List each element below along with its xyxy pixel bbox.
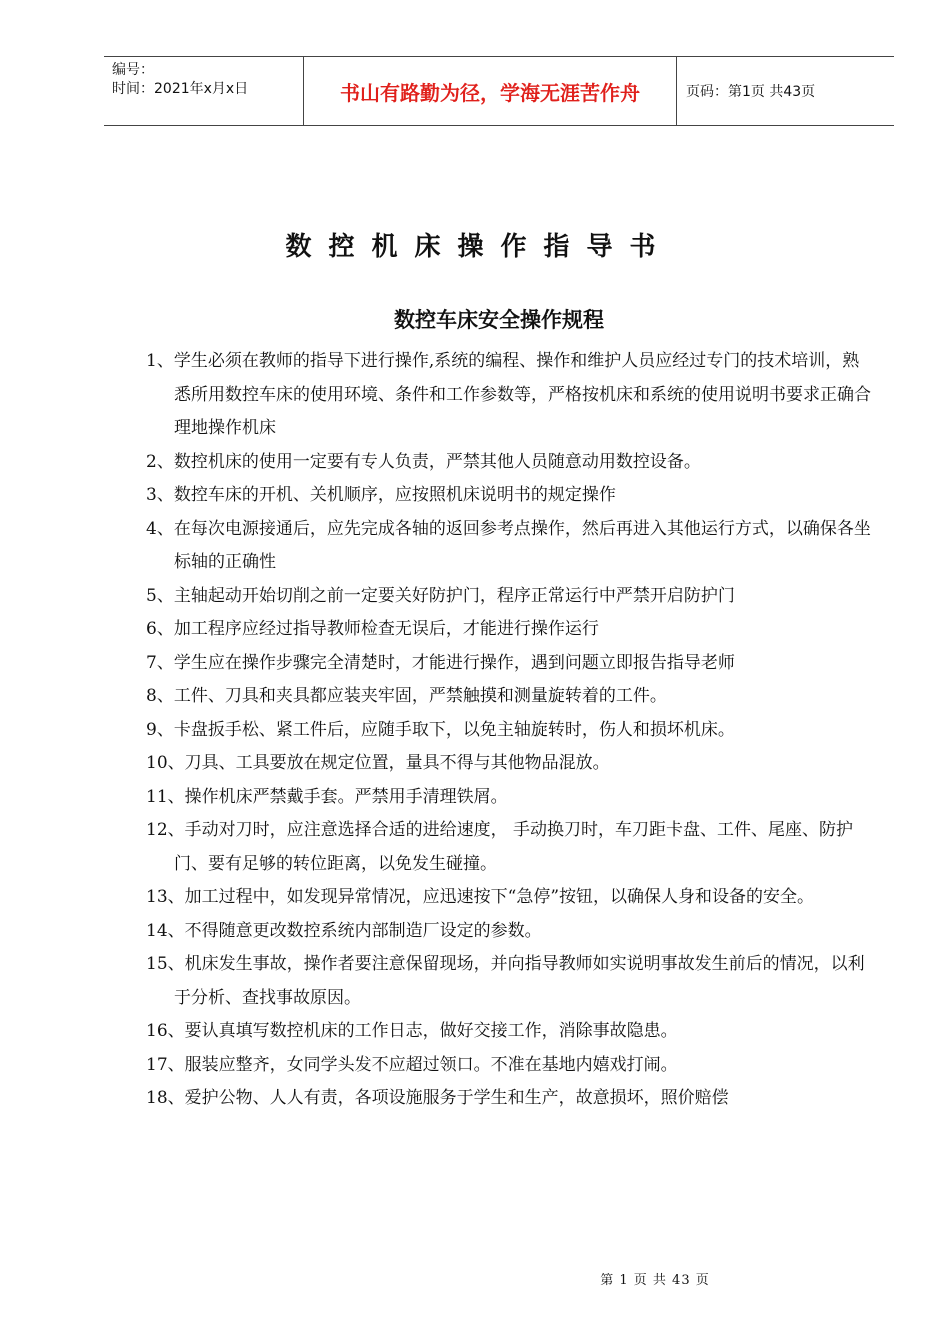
rule-item: 10、刀具、工具要放在规定位置，量具不得与其他物品混放。: [146, 753, 610, 773]
section-title: 数控车床安全操作规程: [394, 308, 604, 332]
rule-item: 18、爱护公物、人人有责，各项设施服务于学生和生产，故意损坏，照价赔偿: [146, 1088, 729, 1108]
rule-item: 14、不得随意更改数控系统内部制造厂设定的参数。: [146, 920, 542, 941]
rule-item: 8、工件、刀具和夹具都应装夹牢固，严禁触摸和测量旋转着的工件。: [146, 686, 667, 706]
rule-item: 5、主轴起动开始切削之前一定要关好防护门，程序正常运行中严禁开启防护门: [146, 585, 735, 606]
header-motto: 书山有路勤为径，学海无涯苦作舟: [304, 57, 677, 125]
rule-item: 13、加工过程中，如发现异常情况，应迅速按下“急停”按钮，以确保人身和设备的安全。: [146, 887, 815, 907]
header-meta: [104, 57, 304, 125]
header-page-info: 页码：第1页 共43页: [686, 84, 816, 100]
rule-item: 12、手动对刀时，应注意选择合适的进给速度， 手动换刀时，车刀距卡盘、工件、尾座、防护门、要有足够的转位距离，以免发生碰撞。: [146, 820, 854, 874]
rule-item: 3、数控车床的开机、关机顺序，应按照机床说明书的规定操作: [146, 485, 616, 505]
rule-item: 9、卡盘扳手松、紧工件后，应随手取下，以免主轴旋转时，伤人和损坏机床。: [146, 719, 735, 740]
rule-item: 2、数控机床的使用一定要有专人负责，严禁其他人员随意动用数控设备。: [146, 451, 701, 472]
rule-item: 11、操作机床严禁戴手套。严禁用手清理铁屑。: [146, 786, 508, 807]
page-footer: 第 1 页 共 43 页: [600, 1273, 710, 1288]
page-header: [104, 56, 894, 126]
document-time: 时间：2021年x月x日: [112, 81, 249, 97]
rule-item: 16、要认真填写数控机床的工作日志，做好交接工作，消除事故隐患。: [146, 1021, 678, 1041]
document-number-label: 编号：: [112, 62, 154, 78]
rule-item: 15、机床发生事故，操作者要注意保留现场，并向指导教师如实说明事故发生前后的情况，以利于分析、查找事故原因。: [146, 954, 865, 1008]
rule-item: 7、学生应在操作步骤完全清楚时，才能进行操作，遇到问题立即报告指导老师: [146, 652, 735, 673]
document-title: 数控机床操作指导书: [285, 232, 673, 262]
rule-item: 6、加工程序应经过指导教师检查无误后，才能进行操作运行: [146, 619, 599, 639]
rule-item: 1、学生必须在教师的指导下进行操作,系统的编程、操作和维护人员应经过专门的技术培训，熟悉所用数控车床的使用环境、条件和工作参数等，严格按机床和系统的使用说明书要求正确合理地操作机床: [146, 351, 871, 438]
rules-list: [146, 345, 876, 1116]
rule-item: 4、在每次电源接通后，应先完成各轴的返回参考点操作，然后再进入其他运行方式，以确保各坐标轴的正确性: [146, 518, 871, 572]
rule-item: 17、服装应整齐，女同学头发不应超过领口。不准在基地内嬉戏打闹。: [146, 1054, 678, 1075]
